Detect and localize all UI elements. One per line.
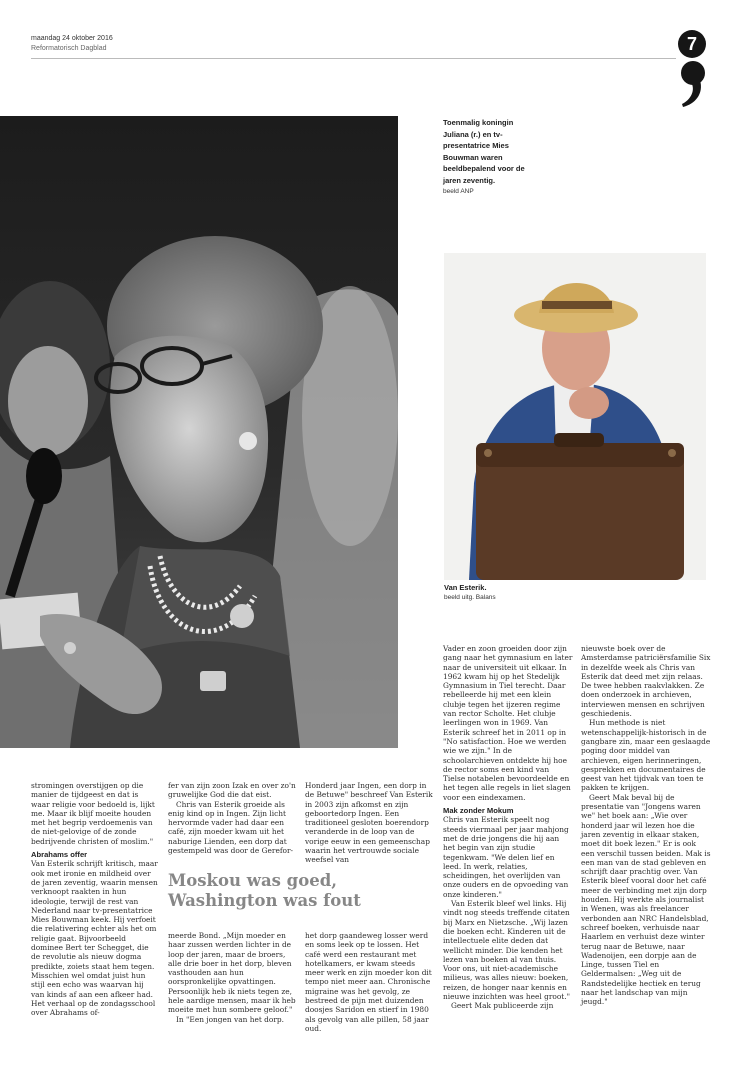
- van-esterik-portrait: [444, 253, 706, 580]
- col2-paragraph: fer van zijn zoon Izak en over zo'n gruwelijke God die dat eist.: [168, 781, 296, 800]
- header-divider: [31, 58, 676, 59]
- main-caption-text: Toenmalig koningin Juliana (r.) en tv-presentatrice Mies Bouwman waren beeldbepalend voor de jaren zeventig.: [443, 118, 525, 185]
- portrait-photo-credit: beeld uitg. Balans: [444, 594, 496, 601]
- col5-paragraph: nieuwste boek over de Amsterdamse patriciërsfamilie Six in dezelfde week als Chris van Esterik dat deed met zijn relaas. De twee hebben raakvlakken. Ze doen onderzoek in archieven, interviewen mensen en schrijven geschiedenis.: [581, 644, 711, 719]
- col4-paragraph: Vader en zoon groeiden door zijn gang naar het gymnasium en later naar de universiteit uit elkaar. In 1962 kwam hij op het Stedelijk Gymnasium in Tiel terecht. Daar rebelleerde hij met een klein clubje tegen het ijzeren regime van rector Scholte. Het clubje leerlingen won in 1969. Van Esterik schreef het in 2011 op in "No satisfaction. Hoe we werden wie we zijn." In de schoolarchieven ontdekte hij hoe de rector soms een kind van Tielse notabelen bevoordeelde en het tegen alle regels in liet slagen voor een eindexamen.: [443, 644, 573, 802]
- col3-paragraph: Honderd jaar Ingen, een dorp in de Betuwe" beschreef Van Esterik in 2003 zijn afkomst en zijn geboortedorp Ingen. Een traditioneel gesloten boerendorp veranderde in de loop van de vorige eeuw in een gemeenschap waarin het vertrouwde sociale weefsel van: [305, 781, 433, 865]
- col1-paragraph: stromingen overstijgen op die manier de tijdgeest en dat is waar religie voor bedoeld is, lijkt me. Maar ik blijf moeite houden met het begrip verdoemenis van de niet-gelovige of de zonde bedrijvende christen of moslim.": [31, 781, 155, 846]
- col3-paragraph: het dorp gaandeweg losser werd en soms leek op te lossen. Het café werd een restaurant met hotelkamers, er kwam steeds meer werk en zijn moeder kon dit tempo niet meer aan. Chronische migraine was het gevolg, ze bestreed de pijn met duizenden doosjes Saridon en stierf in 1980 als gevolg van alle pillen, 58 jaar oud.: [305, 931, 432, 1033]
- article-column-2-top: [168, 781, 298, 855]
- comma-logo-icon: [678, 60, 708, 110]
- col2-paragraph: Chris van Esterik groeide als enig kind op in Ingen. Zijn licht hervormde vader had daar een café, zijn moeder kwam uit het naburige Lienden, een dorp dat gestempeld was door de Gerefor-: [168, 799, 294, 856]
- article-column-1: [31, 781, 159, 1017]
- juliana-photo: [0, 116, 398, 748]
- article-column-4: [443, 644, 573, 1011]
- main-photo-caption: [443, 117, 538, 198]
- article-column-3-top: [305, 781, 435, 865]
- article-column-3-bottom: [305, 931, 435, 1033]
- portrait-caption-text: Van Esterik.: [444, 583, 487, 592]
- portrait-caption: [444, 583, 496, 603]
- col4-paragraph: Chris van Esterik speelt nog steeds viermaal per jaar mahjong met de drie jongens die hij aan het begin van zijn studie tegenkwam. "We delen lief en leed. In werk, relaties, scheidingen, het overlijden van onze ouders en de opvoeding van onze kinderen.": [443, 815, 569, 899]
- subheading-mak-zonder-mokum: Mak zonder Mokum: [443, 806, 514, 816]
- col1-paragraph: Van Esterik schrijft kritisch, maar ook met ironie en mildheid over de jaren zeventig, waarin mensen verknoopt raakten in hun ideologie, terwijl de rest van Nederland naar tv-presentatrice Mies Bouwman keek. Hij verfoeit die relativering echter als het om religie gaat. Bijvoorbeeld dominee Bert ter Schegget, die de revolutie als nieuw dogma predikte, zoiets staat hem tegen. Misschien wel omdat juist hun stijl een echo was waarvan hij van kinds af aan een afkeer had. Het verhaal op de zondagsschool over Abrahams of-: [31, 859, 158, 1018]
- main-photo-credit: beeld ANP: [443, 188, 474, 195]
- subheading-abrahams-offer: Abrahams offer: [31, 850, 88, 860]
- article-column-5: [581, 644, 711, 1007]
- col4-paragraph: Geert Mak publiceerde zijn: [451, 1001, 554, 1011]
- issue-date: maandag 24 oktober 2016: [31, 35, 113, 42]
- pull-quote: Moskou was goed, Washington was fout: [168, 871, 361, 910]
- col2-paragraph: In "Een jongen van het dorp.: [176, 1014, 284, 1024]
- col4-paragraph: Van Esterik bleef wel links. Hij vindt nog steeds treffende citaten bij Marx en Nietzsche. „Wij lazen die boeken echt. Kinderen uit de intellectuele elite deden dat wellicht minder. Die kenden het lezen van boeken al van thuis. Voor ons, uit niet-academische milieus, was alles nieuw: boeken, reizen, de honger naar kennis en nieuwe inzichten was heel groot.": [443, 899, 571, 1001]
- publication-name: Reformatorisch Dagblad: [31, 45, 107, 52]
- article-column-2-bottom: [168, 931, 298, 1024]
- col2-paragraph: meerde Bond. „Mijn moeder en haar zussen werden lichter in de loop der jaren, maar de broers, alle drie boer in het dorp, bleven vasthouden aan hun oorspronkelijke opvattingen. Persoonlijk heb ik niets tegen ze, hele aardige mensen, maar ik heb moeite met hun sombere geloof.": [168, 931, 296, 1015]
- col5-paragraph: Geert Mak beval bij de presentatie van "Jongens waren we" het boek aan: „Wie over honderd jaar wil lezen hoe die jaren zeventig in elkaar staken, moet dit boek lezen." Er is ook een verschil tussen beiden. Mak is een man van de stad gebleven en schrijft daar prachtig over. Van Esterik bleef vooral door het café meer de verbinding met zijn dorp houden. Hij werkte als journalist in Wenen, was als freelancer verbonden aan NRC Handelsblad, schreef boeken, verhuisde naar Haarlem en verhuist deze winter terug naar de Betuwe, naar Wadenoijen, een dorpje aan de Linge, tussen Tiel en Geldermalsen: „Weg uit de Randstedelijke hectiek en terug naar het landschap van mijn jeugd.": [581, 792, 711, 1007]
- col5-paragraph: Hun methode is niet wetenschappelijk-historisch in de gangbare zin, maar een geslaagde poging door middel van archieven, eigen herinneringen, gesprekken en documentaires de geest van het tijdvak van toen te pakken te krijgen.: [581, 718, 711, 793]
- page-number-badge: 7: [678, 30, 706, 58]
